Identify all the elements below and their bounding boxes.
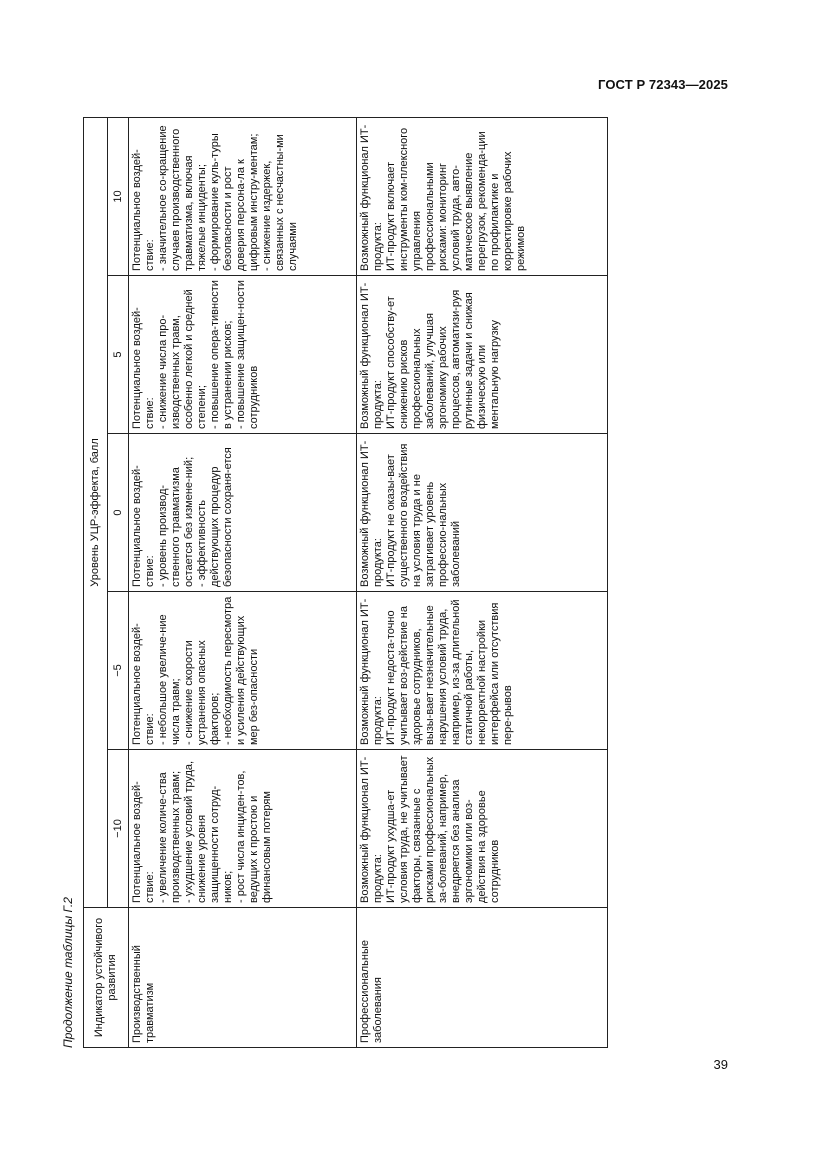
cell-text-line: - снижение числа про-изводственных травм, особенно легкой и средней степени; bbox=[157, 289, 208, 429]
level-header: 10 bbox=[108, 117, 129, 275]
rotated-table-block bbox=[59, 118, 585, 1048]
cell-text-line: ИТ-продукт способству-ет снижению рисков профессиональных заболеваний, улучшая эргономику рабочих процессов, автоматизи-руя рутинные задачи и снижая физическую или ментальную нагрузку bbox=[385, 289, 501, 429]
table-row bbox=[357, 117, 608, 1047]
cell-text-line: - уровень производ-ственного травматизма остается без измене-ний; bbox=[157, 456, 195, 587]
cell-text-line: - небольшое увеличе-ние числа травм; bbox=[157, 614, 182, 745]
cell-text-line: - ухудшение условий труда, снижение уровня защищенности сотруд-ников; bbox=[183, 760, 234, 903]
cell-text-line: ИТ-продукт недоста-точно учитывает воз-действие на здоровье сотрудников, вызы-вает незначительные нарушения условий труда, например, из-за длительной статичной работы, некорректной настройки интерфейса или отсутствия пере-рывов bbox=[385, 599, 514, 745]
level-cell bbox=[357, 117, 608, 275]
cell-text-line: Потенциальное воздей-ствие: bbox=[131, 465, 156, 587]
level-cell bbox=[129, 592, 357, 750]
level-header: −5 bbox=[108, 592, 129, 750]
document-code: ГОСТ Р 72343—2025 bbox=[598, 77, 728, 92]
cell-text-line: ИТ-продукт включает инструменты ком-плексного управления профессиональными рисками: мониторинг условий труда, авто-матическое выявление перегрузок, рекоменда-ции по профилактике и корректировке рабочих режимов bbox=[385, 127, 527, 271]
cell-text-line: Потенциальное воздей-ствие: bbox=[131, 149, 156, 271]
cell-text-line: - увеличение количе-ства производственных травм; bbox=[157, 771, 182, 903]
cell-text-line: ИТ-продукт не оказы-вает существенного воздействия на условия труда и не затрагивает уровень профессио-нальных заболеваний bbox=[385, 443, 462, 587]
cell-text-line: - снижение скорости устранения опасных факторов; bbox=[183, 640, 221, 745]
cell-text-line: - повышение опера-тивности в устранении рисков; bbox=[209, 280, 234, 429]
cell-text-line: - эффективность действующих процедур безопасности сохраня-ется bbox=[196, 447, 234, 587]
cell-text-line: Потенциальное воздей-ствие: bbox=[131, 307, 156, 429]
indicator-header: Индикатор устойчивого развития bbox=[84, 908, 129, 1048]
cell-text-line: - формирование куль-туры безопасности и рост доверия персона-ла к цифровым инстру-ментам; bbox=[209, 133, 260, 271]
cell-text-line: ИТ-продукт ухудша-ет условия труда, не учитывает факторы, связанные с рисками профессиональных за-болеваний, например, внедряется без анализа эргономики или воз-действия на здоровье сотрудников bbox=[385, 755, 501, 903]
impact-table bbox=[83, 117, 608, 1048]
level-header: 5 bbox=[108, 276, 129, 434]
level-cell bbox=[129, 117, 357, 275]
cell-text-line: - снижение издержек, связанных с несчастны-ми случаями bbox=[261, 134, 299, 271]
table-caption: Продолжение таблицы Г.2 bbox=[61, 897, 75, 1048]
level-cell bbox=[129, 276, 357, 434]
cell-text-line: - значительное со-кращение случаев производственного травматизма, включая тяжелые инциденты; bbox=[157, 125, 208, 271]
cell-text-line: Потенциальное воздей-ствие: bbox=[131, 623, 156, 745]
level-cell bbox=[129, 434, 357, 592]
cell-text-line: Возможный функционал ИТ-продукта: bbox=[359, 598, 384, 745]
cell-text-line: Возможный функционал ИТ-продукта: bbox=[359, 440, 384, 587]
cell-text-line: - необходимость пересмотра и усиления действующих мер без-опасности bbox=[222, 596, 260, 745]
cell-text-line: Потенциальное воздей-ствие: bbox=[131, 781, 156, 903]
cell-text-line: - рост числа инциден-тов, ведущих к простою и финансовым потерям bbox=[235, 770, 273, 903]
level-cell bbox=[357, 592, 608, 750]
table-row bbox=[129, 117, 357, 1047]
page-number: 39 bbox=[713, 1057, 728, 1072]
level-cell bbox=[357, 434, 608, 592]
level-group-header: Уровень УЦР-эффекта, балл bbox=[84, 117, 108, 907]
level-cell bbox=[357, 750, 608, 908]
level-header: −10 bbox=[108, 750, 129, 908]
level-cell bbox=[357, 276, 608, 434]
level-header: 0 bbox=[108, 434, 129, 592]
level-cell bbox=[129, 750, 357, 908]
cell-text-line: Возможный функционал ИТ-продукта: bbox=[359, 124, 384, 271]
cell-text-line: Возможный функционал ИТ-продукта: bbox=[359, 756, 384, 903]
cell-text-line: - повышение защищен-ности сотрудников bbox=[235, 280, 260, 429]
indicator-cell: Производственный травматизм bbox=[129, 908, 357, 1048]
cell-text-line: Возможный функционал ИТ-продукта: bbox=[359, 282, 384, 429]
indicator-cell: Профессиональные заболевания bbox=[357, 908, 608, 1048]
